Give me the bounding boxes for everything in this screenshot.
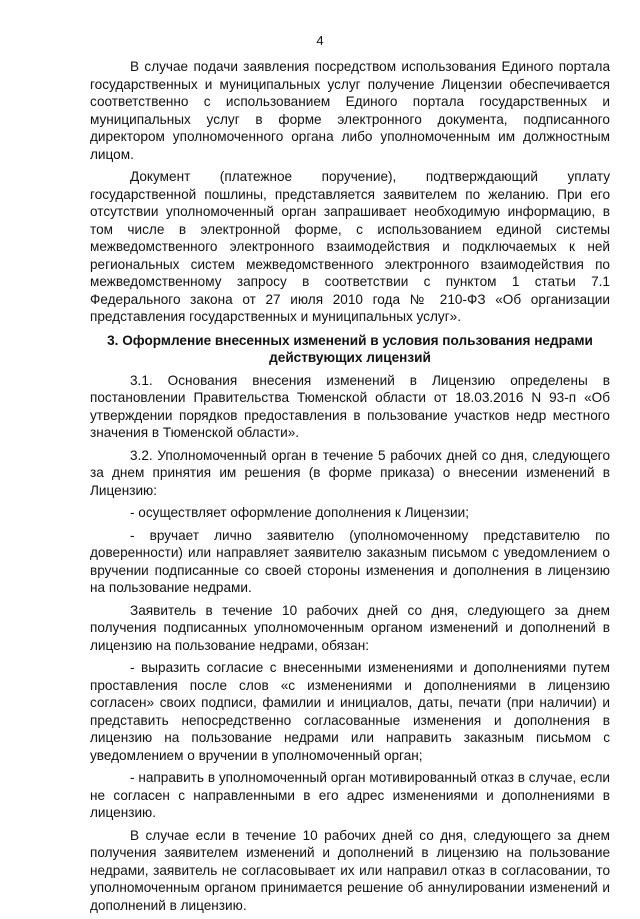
paragraph-payment-document: Документ (платежное поручение), подтверждающий уплату государственной пошлины, представляется заявителем по желанию. При его отсутствии уполномоченный орган запрашивает необходимую информацию, в том числе в электронной форме, с использованием единой системы межведомственного электронного взаимодействия и подключаемых к ней региональных систем межведомственного электронного взаимодействия по межведомственному запросу в соответствии с пунктом 1 статьи 7.1 Федерального закона от 27 июля 2010 года № 210-ФЗ «Об организации представления государственных и муниципальных услуг». [90,169,610,324]
paragraph-3-2: 3.2. Уполномоченный орган в течение 5 рабочих дней со дня, следующего за днем принятия им решения (в форме приказа) о внесении изменений в Лицензию: [90,447,610,498]
document-body [90,58,610,919]
paragraph-3-1: 3.1. Основания внесения изменений в Лицензию определены в постановлении Правительства Тюменской области от 18.03.2016 N 93-п «Об утверждении порядков предоставления в пользование участков недр местного значения в Тюменской области». [90,372,610,440]
paragraph-annulment: В случае если в течение 10 рабочих дней со дня, следующего за днем получения заявителем изменений и дополнений в лицензию на пользование недрами, заявитель не согласовывает их или направил отказ в согласовании, то уполномоченным органом принимается решение об аннулировании изменений и дополнений в лицензию. [90,827,610,913]
list-item-delivery: - вручает лично заявителю (уполномоченному представителю по доверенности) или направляет заявителю заказным письмом с уведомлением о вручении подписанные со своей стороны изменения и дополнения в лицензию на пользование недрами. [90,527,610,595]
paragraph-portal-license: В случае подачи заявления посредством использования Единого портала государственных и муниципальных услуг получение Лицензии обеспечивается соответственно с использованием Единого портала государственных и муниципальных услуг в форме электронного документа, подписанного директором уполномоченного органа либо уполномоченным им должностным лицом. [90,59,610,162]
page-number: 4 [316,33,324,48]
list-item-consent: - выразить согласие с внесенными изменениями и дополнениями путем проставления после слов «с изменениями и дополнениями в лицензию согласен» своих подписи, фамилии и инициалов, даты, печати (при наличии) и представить непосредственно согласованные изменения и дополнения в лицензию на пользование недрами или направить заказным письмом с уведомлением о вручении в уполномоченный орган; [90,660,610,763]
section-heading: 3. Оформление внесенных изменений в условия пользования недрами действующих лицензий [107,332,593,365]
paragraph-applicant-obligation: Заявитель в течение 10 рабочих дней со дня, следующего за днем получения подписанных уполномоченным органом изменений и дополнений в лицензию на пользование недрами, обязан: [90,602,610,653]
list-item-supplement: - осуществляет оформление дополнения к Лицензии; [130,505,470,520]
list-item-refusal: - направить в уполномоченный орган мотивированный отказ в случае, если не согласен с направленными в его адрес изменениями и дополнениями в лицензию. [90,770,610,820]
